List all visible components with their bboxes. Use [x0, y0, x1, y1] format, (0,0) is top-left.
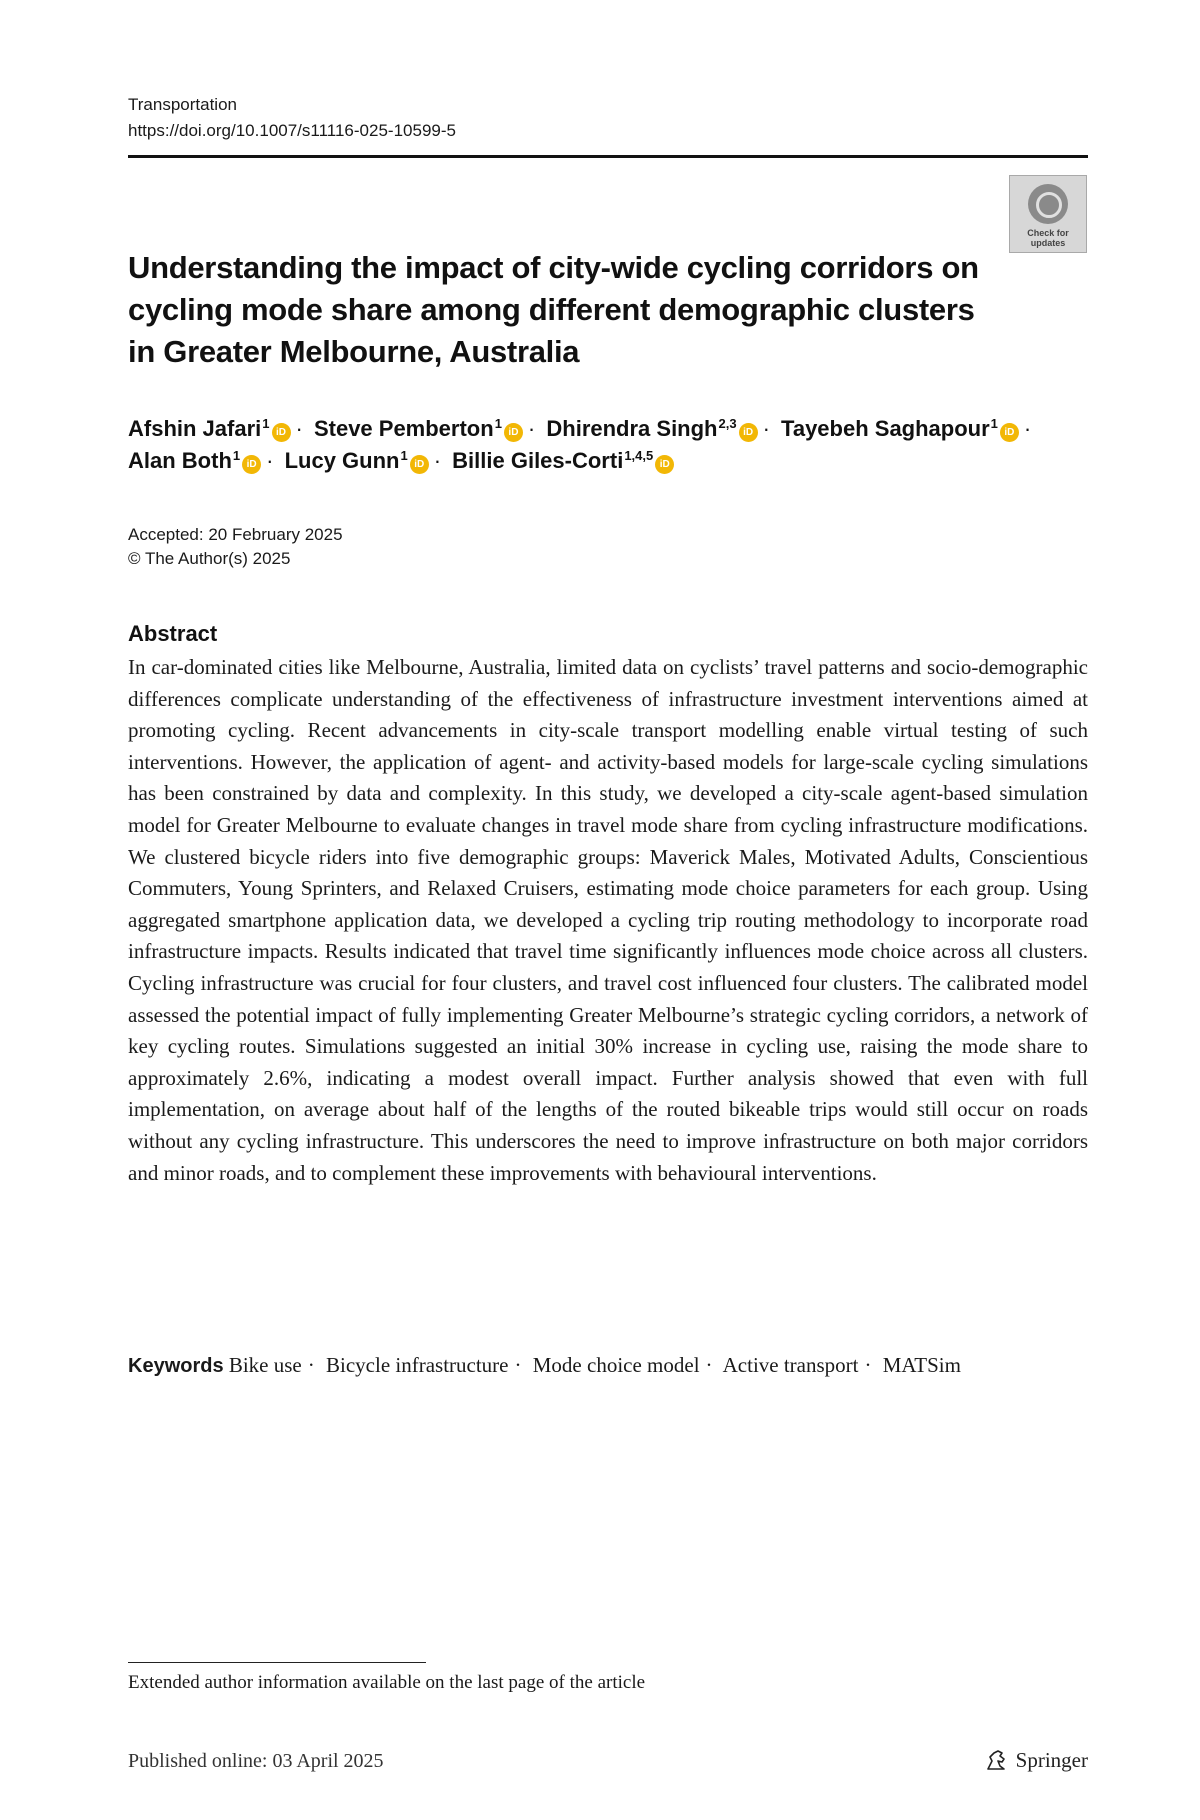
springer-horse-icon [984, 1747, 1010, 1773]
author-list: Afshin Jafari$^1$iD · Steve Pemberton$^1$iD · Dhirendra Singh$^{2,3}$iD · Tayebeh Saghapour$^1$iD · Alan Both$^1$iD · Lucy Gunn$^1$iD · Billie Giles-Corti$^{1,4,5}$iD [128, 415, 1032, 473]
author [128, 416, 291, 441]
header-rule [128, 155, 1088, 158]
keyword: Active transport [722, 1353, 859, 1377]
author-affiliation: 1 [494, 415, 502, 431]
author [128, 448, 261, 473]
author-name: Steve Pemberton [313, 416, 494, 441]
published-online: Published online: 03 April 2025 [128, 1750, 384, 1772]
author-affiliation: 1,4,5 [624, 447, 654, 463]
orcid-icon[interactable]: iD [504, 423, 523, 442]
keywords-label: Keywords [128, 1355, 224, 1377]
author-affiliation: 2,3 [718, 415, 737, 431]
author-name: Billie Giles-Corti [452, 448, 624, 473]
orcid-icon[interactable]: iD [739, 423, 758, 442]
author-name: Alan Both [128, 448, 232, 473]
author-name: Lucy Gunn [284, 448, 400, 473]
author [546, 416, 757, 441]
author-affiliation: 1 [232, 447, 241, 463]
author-name: Afshin Jafari [128, 416, 262, 441]
copyright-notice: © The Author(s) 2025 [128, 549, 291, 568]
publisher-name: Springer [1015, 1748, 1088, 1772]
footnote-rule [128, 1662, 426, 1663]
author-affiliation: 1 [990, 415, 998, 431]
author-affiliation: 1 [262, 415, 270, 431]
keywords: Keywords Bike use · Bicycle infrastructure · Mode choice model · Active transport · MATSim [128, 1353, 961, 1377]
badge-label: Check for updates [1027, 228, 1069, 248]
orcid-icon[interactable]: iD [655, 455, 674, 474]
keyword: Mode choice model [532, 1353, 700, 1377]
crossmark-icon [1028, 184, 1068, 224]
publication-dates [128, 523, 343, 571]
author [285, 448, 429, 473]
journal-header [128, 92, 456, 144]
keyword: Bicycle infrastructure [326, 1353, 509, 1377]
abstract-text: In car-dominated cities like Melbourne, Australia, limited data on cyclists’ travel patterns and socio-demographic differences complicate understanding of the effectiveness of infrastructure investment interventions aimed at promoting cycling. Recent advancements in city-scale transport modelling enable virtual testing of such interventions. However, the application of agent- and activity-based models for large-scale cycling simulations has been constrained by data and complexity. In this study, we developed a city-scale agent-based simulation model for Greater Melbourne to evaluate changes in travel mode share from cycling infrastructure modifications. We clustered bicycle riders into five demographic groups: Maverick Males, Motivated Adults, Conscientious Commuters, Young Sprinters, and Relaxed Cruisers, estimating mode choice parameters for each group. Using aggregated smartphone application data, we developed a cycling trip routing methodology to incorporate road infrastructure impacts. Results indicated that travel time significantly influences mode choice across all clusters. Cycling infrastructure was crucial for four clusters, and travel cost influenced four clusters. The calibrated model assessed the potential impact of fully implementing Greater Melbourne’s strategic cycling corridors, a network of key cycling routes. Simulations suggested an initial 30% increase in cycling use, raising the mode share to approximately 2.6%, indicating a modest overall impact. Further analysis showed that even with full implementation, on average about half of the lengths of the routed bikeable trips would still occur on roads without any cycling infrastructure. This underscores the need to improve infrastructure on both major corridors and minor roads, and to complement these improvements with behavioural interventions. [128, 655, 1088, 1185]
orcid-icon[interactable]: iD [242, 455, 261, 474]
check-for-updates-badge[interactable] [1009, 175, 1087, 253]
orcid-icon[interactable]: iD [1000, 423, 1019, 442]
footnote: Extended author information available on the last page of the article [128, 1672, 646, 1693]
abstract-heading: Abstract [128, 621, 218, 646]
author-affiliation: 1 [400, 447, 408, 463]
doi-link[interactable]: https://doi.org/10.1007/s11116-025-10599-5 [128, 121, 456, 140]
author [452, 448, 674, 473]
orcid-icon[interactable]: iD [272, 423, 291, 442]
publisher-logo [984, 1746, 1088, 1774]
author [314, 416, 523, 441]
keyword: Bike use [228, 1353, 302, 1377]
accepted-date: Accepted: 20 February 2025 [128, 525, 343, 544]
journal-name: Transportation [128, 95, 237, 114]
article-title: Understanding the impact of city-wide cycling corridors on cycling mode share among different demographic clusters in Greater Melbourne, Australia [128, 250, 979, 369]
author-name: Dhirendra Singh [546, 416, 718, 441]
author-name: Tayebeh Saghapour [781, 416, 990, 441]
orcid-icon[interactable]: iD [410, 455, 429, 474]
keyword: MATSim [882, 1353, 961, 1377]
author [781, 416, 1019, 441]
